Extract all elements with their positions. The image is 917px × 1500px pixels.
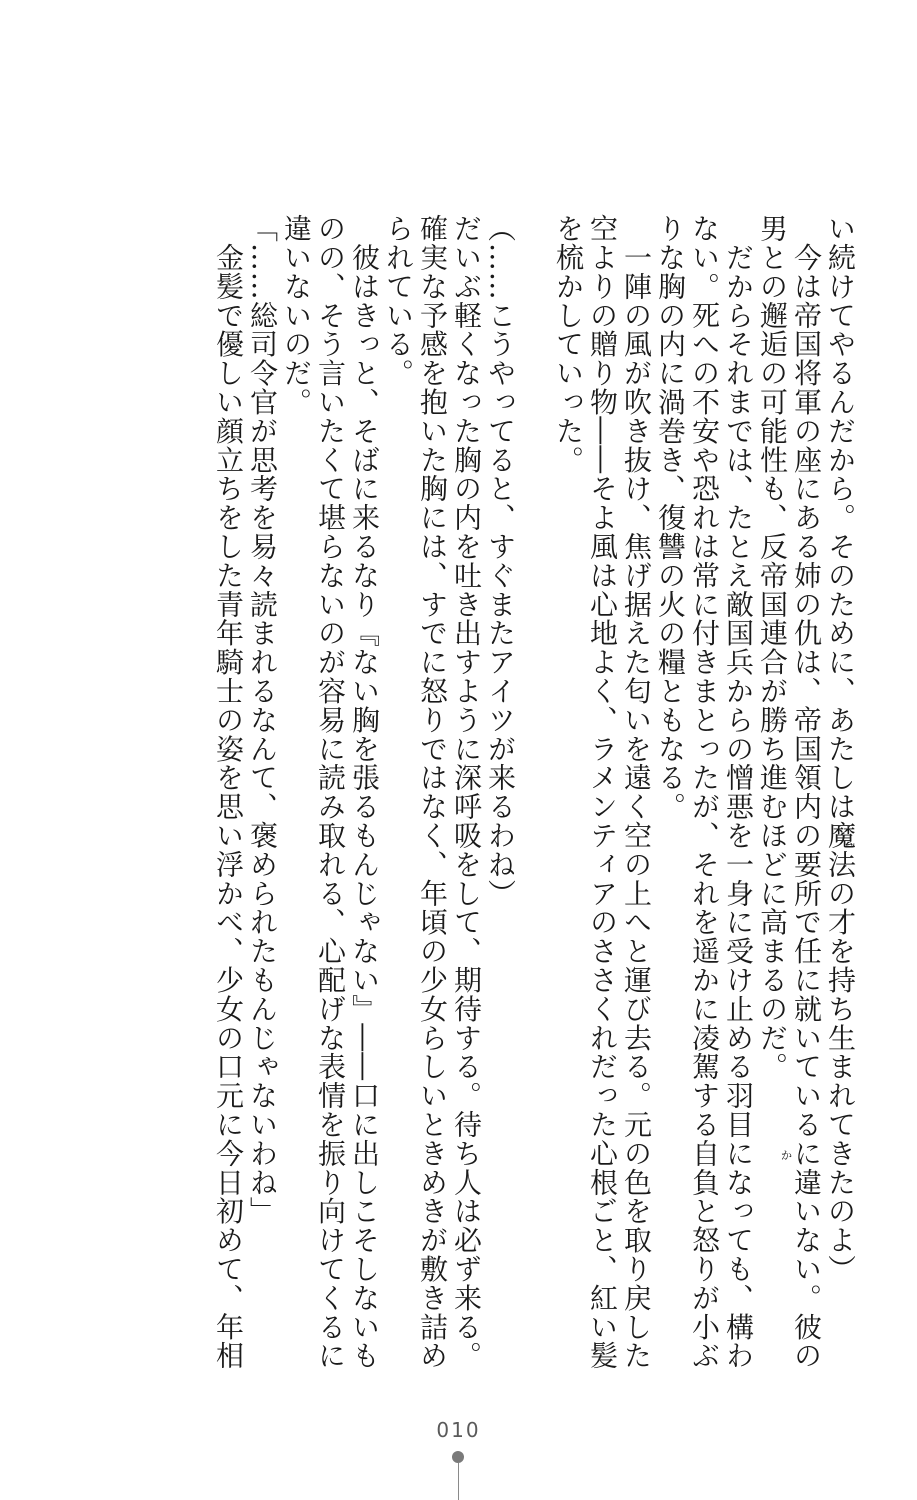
text-column: 一陣の風が吹き抜け、焦げ据えた匂いを遠く空の上へと運び去る。元の色を取り戻した [620,214,653,1370]
text-column: りな胸の内に渦巻き、復讐の火の糧ともなる。 [654,214,687,821]
text-column: 男との邂逅の可能性も、反帝国連合が勝ち進むほどに高まるのだ。 [756,214,789,1081]
text-column: 金髪で優しい顔立ちをした青年騎士の姿を思い浮かべ、少女の口元に今日初めて、年相 [212,214,245,1370]
blank-column [517,214,551,1204]
text-column: だからそれまでは、たとえ敵国兵からの憎悪を一身に受け止める羽目になっても、構わ [722,214,755,1370]
vertical-text-body [57,214,857,1370]
text-column: い続けてやるんだから。そのために、あたしは魔法の才を持ち生まれてきたのよ） [824,214,857,1284]
text-column: 「……総司令官が思考を易々読まれるなんて、褒められたもんじゃないわね」 [246,214,279,1226]
text-column: 違いないのだ。 [280,214,313,417]
text-column: 彼はきっと、そばに来るなり『ない胸を張るもんじゃない』――口に出しこそしないも [348,214,381,1370]
text-column: 空よりの贈り物――そよ風は心地よく、ラメンティアのささくれだった心根ごと、紅い髪 [586,214,619,1370]
text-column: のの、そう言いたくて堪らないのが容易に読み取れる、心配げな表情を振り向けてくるに [314,214,347,1370]
page-number: 010 [436,1418,481,1442]
text-column: だいぶ軽くなった胸の内を吐き出すように深呼吸をして、期待する。待ち人は必ず来る。 [450,214,483,1370]
text-column: （……こうやってると、すぐまたアイツが来るわね） [484,214,517,908]
text-column: 今は帝国将軍の座にある姉の仇は、帝国領内の要所で任に就いているに違いない。彼の [790,214,823,1370]
text-column: ない。死への不安や恐れは常に付きまとったが、それを遥かに凌駕する自負と怒りが小ぶ [688,214,721,1370]
footer-line-ornament [458,1463,459,1500]
text-column: を梳かしていった。 [552,214,585,475]
footer-dot-ornament [452,1451,464,1463]
furigana-ruby: か [781,1149,792,1162]
page-footer [0,1418,917,1442]
text-column: られている。 [382,214,415,388]
text-column: 確実な予感を抱いた胸には、すでに怒りではなく、年頃の少女らしいときめきが敷き詰め [416,214,449,1370]
